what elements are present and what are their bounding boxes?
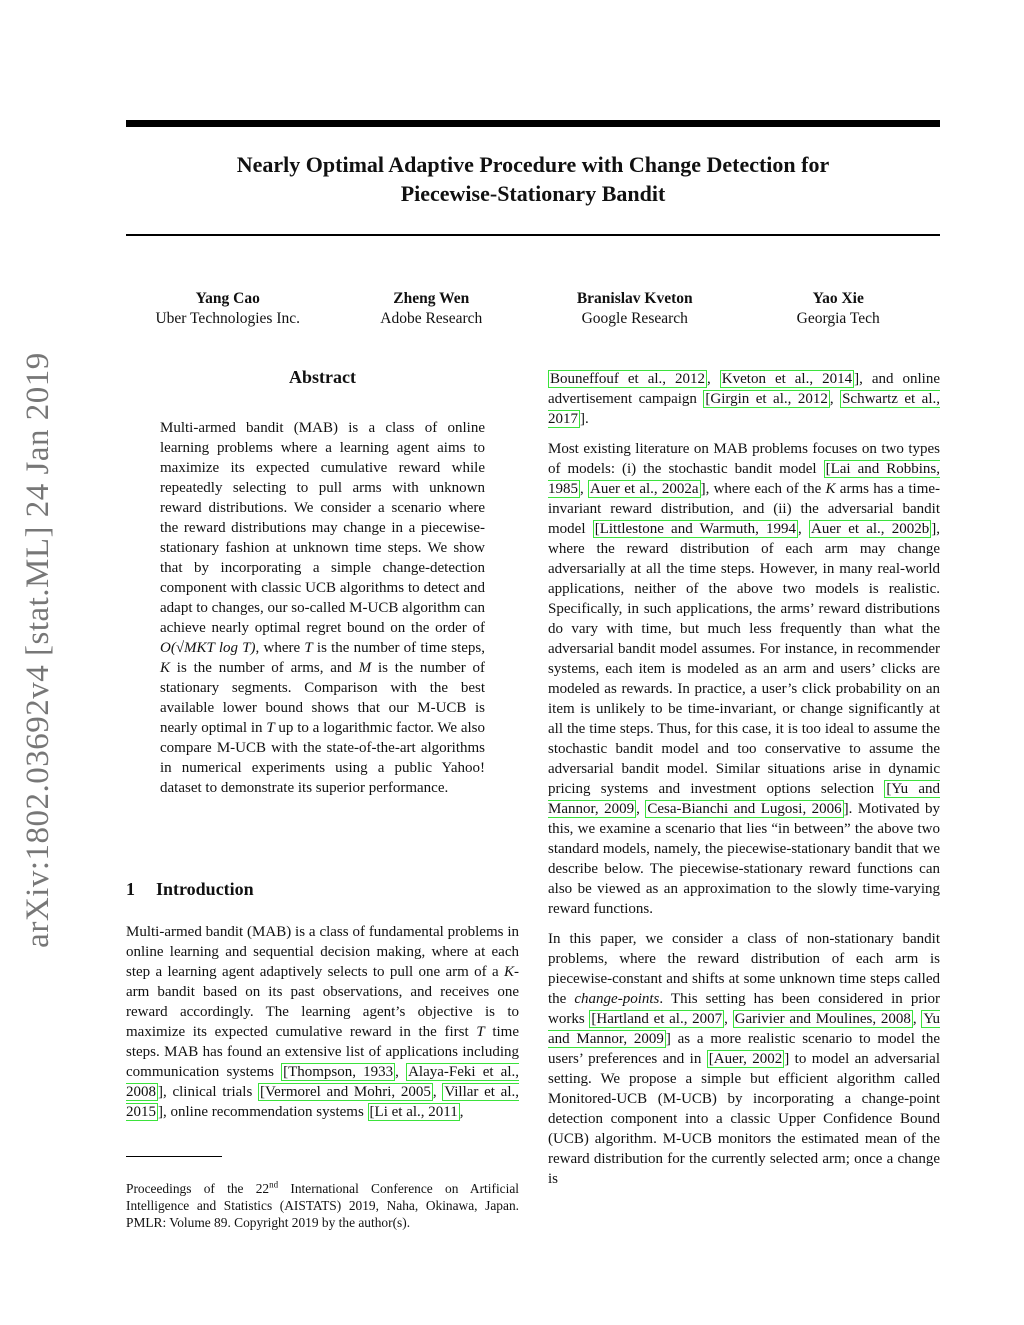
citation-link[interactable]: [Girgin et al., 2012 bbox=[705, 391, 828, 407]
abstract-body bbox=[160, 418, 485, 798]
section-title: Introduction bbox=[156, 879, 254, 899]
author-3 bbox=[533, 289, 737, 329]
citation-separator: , bbox=[395, 1064, 407, 1080]
citation-link[interactable]: Alaya-Feki et al., 2008 bbox=[126, 1064, 519, 1100]
intro-paragraph bbox=[126, 922, 519, 1122]
math-var-m: M bbox=[358, 660, 372, 676]
body-text: Multi-armed bandit (MAB) is a class of fundamental problems in online learning and sequential decision making, where at each step a learning agent adaptively selects to pull one arm of a bbox=[126, 924, 519, 980]
math-var-k: K bbox=[825, 481, 836, 497]
citation-link[interactable]: [Hartland et al., 2007 bbox=[591, 1011, 723, 1027]
author-name: Yang Cao bbox=[195, 290, 260, 307]
author-name: Yao Xie bbox=[812, 290, 864, 307]
citation-link[interactable]: Cesa-Bianchi and Lugosi, 2006 bbox=[647, 801, 842, 817]
footnote bbox=[126, 1180, 519, 1231]
math-var-t: T bbox=[476, 1024, 485, 1040]
title-line-2: Piecewise-Stationary Bandit bbox=[400, 181, 666, 206]
section-heading-introduction bbox=[126, 879, 254, 900]
citation-link[interactable]: Kveton et al., 2014 bbox=[721, 371, 853, 387]
author-4 bbox=[737, 289, 941, 329]
citation-separator: , bbox=[459, 1104, 464, 1120]
section-number: 1 bbox=[126, 879, 135, 899]
body-text: arms has a time-invariant reward distribution, and (ii) the adversarial bandit model bbox=[548, 481, 941, 537]
author-name: Branislav Kveton bbox=[576, 290, 693, 307]
abstract-text: is the number of arms, and bbox=[170, 660, 359, 676]
paper-title bbox=[126, 150, 940, 208]
body-text: ] to model an adversarial setting. We propose a simple but efficient algorithm called Monitored-UCB (M-UCB) by incorporating a change-point detection component into a classic Upper Confidence Bound (UCB) algorithm. M-UCB monitors the estimated mean of the reward distribution for the currently selected arm; once a change is bbox=[548, 1051, 940, 1187]
emphasis-text: change-points bbox=[574, 991, 660, 1007]
math-var-k: K bbox=[503, 964, 514, 980]
citation-link[interactable]: Villar et al., 2015 bbox=[126, 1084, 519, 1120]
author-affiliation: Georgia Tech bbox=[796, 310, 880, 327]
citation-separator: , bbox=[912, 1011, 922, 1027]
right-paragraph-1 bbox=[548, 369, 940, 429]
title-bottom-rule bbox=[126, 234, 940, 236]
body-text: ], where each of the bbox=[700, 481, 826, 497]
citation-link[interactable]: [Littlestone and Warmuth, 1994 bbox=[594, 521, 797, 537]
citation-separator: , bbox=[724, 1011, 733, 1027]
author-list bbox=[126, 289, 940, 329]
citation-link[interactable]: [Auer, 2002 bbox=[708, 1051, 783, 1067]
citation-link[interactable]: [Li et al., 2011 bbox=[369, 1104, 458, 1120]
citation-link[interactable]: [Lai and Robbins, 1985 bbox=[548, 461, 940, 497]
footnote-text: International Conference on Artificial Intelligence and Statistics (AISTATS) 2019, Naha, Okinawa, Japan. PMLR: Volume 89. Copyright 2019 by the author(s). bbox=[126, 1181, 519, 1230]
citation-separator: , bbox=[707, 371, 720, 387]
regret-bound-math: O(√MKT log T) bbox=[160, 640, 256, 656]
body-text: ]. Motivated by this, we examine a scenario that lies “in between” the above two standard models, namely, the piecewise-stationary bandit that we describe below. The piecewise-stationary reward functions can also be viewed as an approximation to the slowly time-varying reward functions. bbox=[548, 801, 941, 917]
body-text: time steps. MAB has found an extensive list of applications including communication systems bbox=[126, 1024, 519, 1080]
abstract-text: is the number of time steps, bbox=[312, 640, 485, 656]
author-affiliation: Adobe Research bbox=[380, 310, 483, 327]
body-text: ]. bbox=[580, 411, 589, 427]
citation-link[interactable]: Garivier and Moulines, 2008 bbox=[734, 1011, 911, 1027]
body-text: In this paper, we consider a class of non-stationary bandit problems, where the reward distribution of each arm is piecewise-constant and shifts at some unknown time steps called the bbox=[548, 931, 940, 1007]
author-2 bbox=[330, 289, 534, 329]
author-name: Zheng Wen bbox=[393, 290, 470, 307]
body-text: ], clinical trials bbox=[158, 1084, 259, 1100]
arxiv-identifier: arXiv:1802.03692v4 [stat.ML] 24 Jan 2019 bbox=[20, 352, 56, 948]
body-text: ], where the reward distribution of each arm may change adversarially at all the time steps. However, in many real-world applications, neither of the above two models is realistic. Specifically, in such applications, the arms’ reward distributions do vary with time, but much less frequently than what the adversarial bandit model assumes. For instance, in recommender systems, each item is modeled as an arm and users’ clicks are modeled as rewards. In practice, a user’s click probability on an item is unlikely to be time-invariant, or change significantly at all the time steps. Thus, for this case, it is too ideal to assume the stochastic bandit model and too conservative to assume the adversarial bandit model. Similar situations arise in dynamic pricing systems and investment options selection bbox=[548, 521, 940, 797]
right-column bbox=[548, 369, 940, 1199]
footnote-superscript: nd bbox=[269, 1179, 279, 1190]
title-line-1: Nearly Optimal Adaptive Procedure with Change Detection for bbox=[236, 152, 830, 177]
author-1 bbox=[126, 289, 330, 329]
citation-link[interactable]: [Vermorel and Mohri, 2005 bbox=[260, 1084, 431, 1100]
math-var-t: T bbox=[266, 720, 275, 736]
citation-link[interactable]: Schwartz et al., 2017 bbox=[548, 391, 940, 427]
abstract-text: Multi-armed bandit (MAB) is a class of online learning problems where a learning agent aims to maximize its expected cumulative reward while repeatedly selecting to pull arms with unknown reward distributions. We consider a scenario where the reward distributions may change in a piecewise-stationary fashion at unknown time steps. We show that by incorporating a simple change-detection component with classic UCB algorithms to detect and adapt to changes, our so-called M-UCB algorithm can achieve nearly optimal regret bound on the order of bbox=[160, 420, 485, 636]
citation-link[interactable]: Yu and Mannor, 2009 bbox=[548, 1011, 940, 1047]
top-rule bbox=[126, 120, 940, 127]
abstract-heading: Abstract bbox=[289, 367, 356, 387]
citation-link[interactable]: [Yu and Mannor, 2009 bbox=[548, 781, 940, 817]
right-paragraph-2 bbox=[548, 439, 940, 919]
citation-link[interactable]: Bouneffouf et al., 2012 bbox=[550, 371, 706, 387]
body-text: -arm bandit based on its past observations, and receives one reward accordingly. The learning agent’s objective is to maximize its expected cumulative reward in the first bbox=[126, 964, 519, 1040]
citation-link[interactable]: [Thompson, 1933 bbox=[283, 1064, 394, 1080]
citation-link[interactable]: Auer et al., 2002a bbox=[590, 481, 699, 497]
body-text: ] as a more realistic scenario to model the users’ preferences and in bbox=[548, 1031, 940, 1067]
footnote-rule bbox=[126, 1156, 222, 1157]
author-affiliation: Google Research bbox=[581, 310, 688, 327]
citation-link[interactable]: Auer et al., 2002b bbox=[811, 521, 930, 537]
body-text: . This setting has been considered in prior works bbox=[548, 991, 940, 1027]
body-text: ], online recommendation systems bbox=[158, 1104, 368, 1120]
abstract-text: is the number of stationary segments. Comparison with the best available lower bound shows that our M-UCB is nearly optimal in bbox=[160, 660, 485, 736]
math-var-t: T bbox=[304, 640, 313, 656]
body-text: ], and online advertisement campaign bbox=[548, 371, 940, 407]
right-paragraph-3 bbox=[548, 929, 940, 1189]
citation-separator: , bbox=[798, 521, 809, 537]
citation-separator: , bbox=[636, 801, 646, 817]
abstract-text: , where bbox=[255, 640, 305, 656]
footnote-text: Proceedings of the 22 bbox=[126, 1181, 270, 1196]
citation-separator: , bbox=[829, 391, 841, 407]
author-affiliation: Uber Technologies Inc. bbox=[155, 310, 301, 327]
citation-separator: , bbox=[432, 1084, 443, 1100]
abstract-text: up to a logarithmic factor. We also compare M-UCB with the state-of-the-art algorithms in numerical experiments using a public Yahoo! dataset to demonstrate its superior performance. bbox=[160, 720, 485, 796]
math-var-k: K bbox=[160, 660, 171, 676]
body-text: Most existing literature on MAB problems focuses on two types of models: (i) the stochastic bandit model bbox=[548, 441, 940, 477]
citation-separator: , bbox=[580, 481, 589, 497]
